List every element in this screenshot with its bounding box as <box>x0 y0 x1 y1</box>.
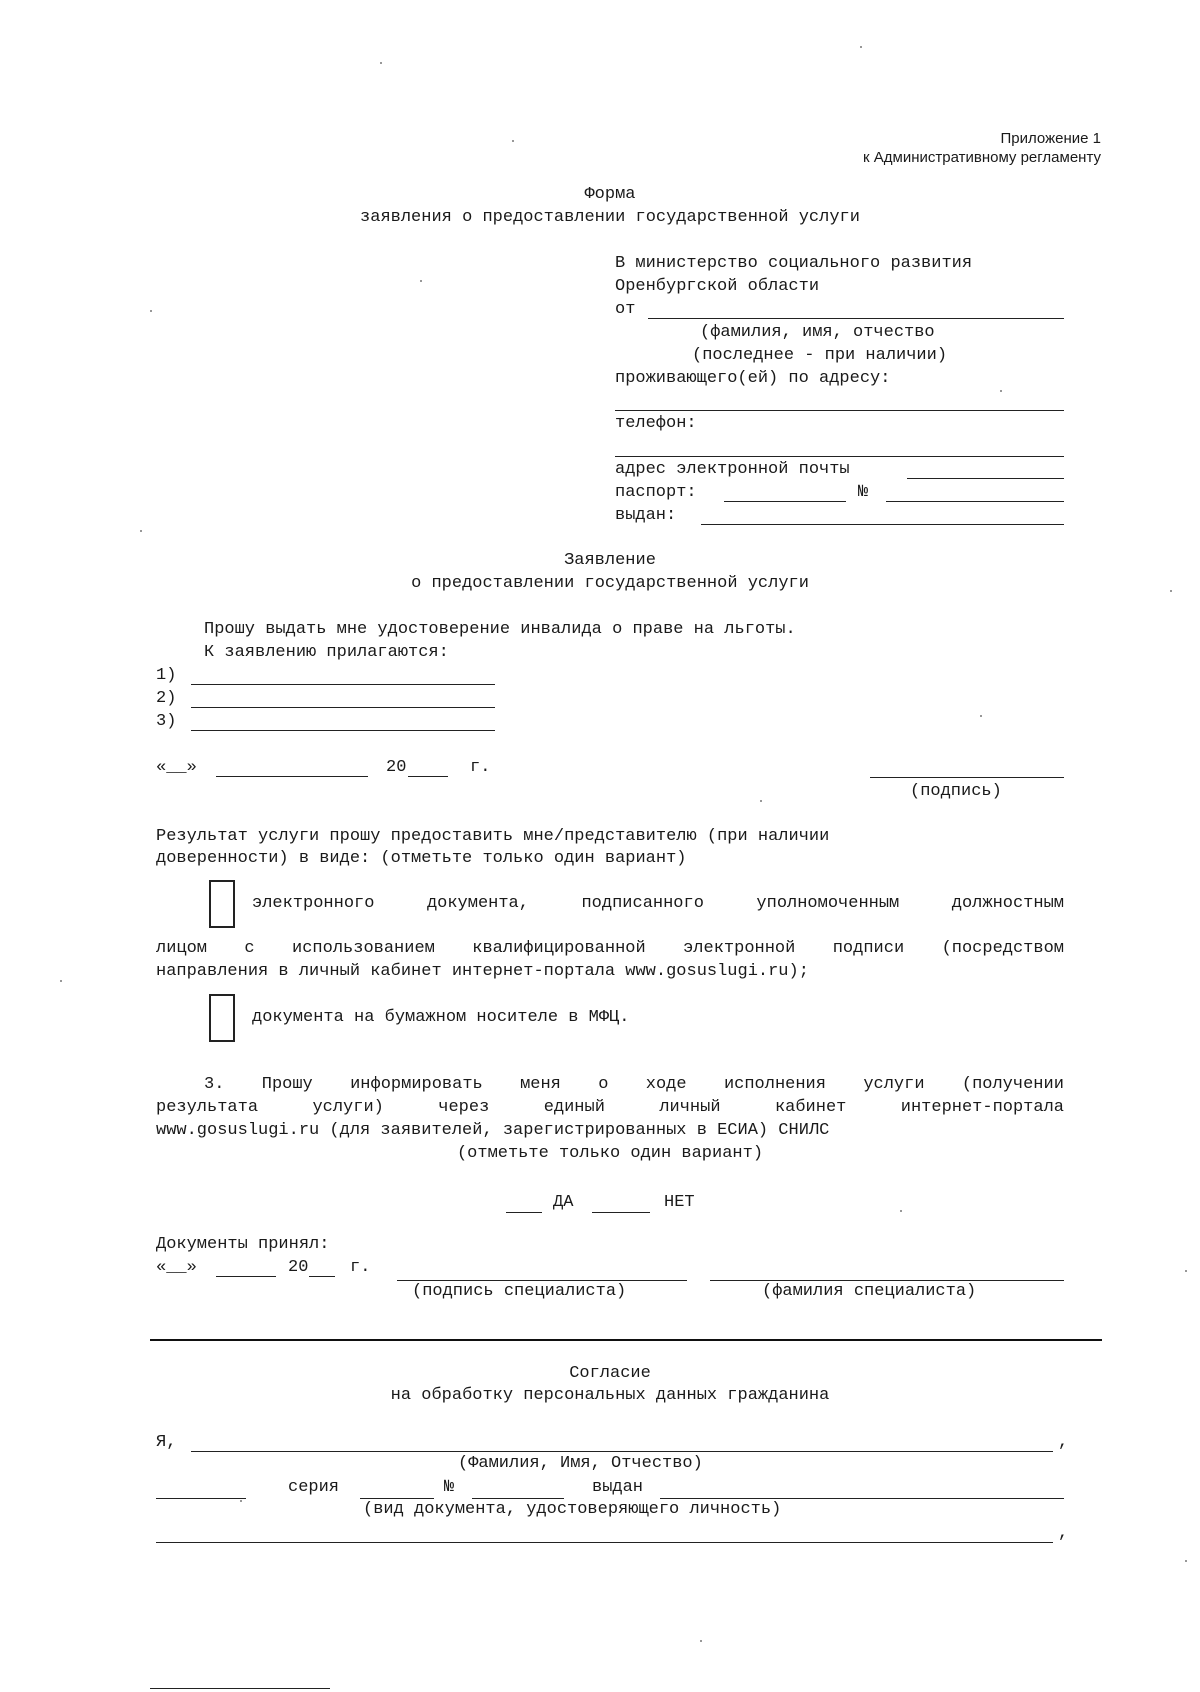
inform-line4: (отметьте только один вариант) <box>456 1144 764 1163</box>
application-subtitle: о предоставлении государственной услуги <box>411 574 809 593</box>
no-label: НЕТ <box>664 1193 695 1212</box>
specialist-surname-hint: (фамилия специалиста) <box>762 1282 977 1301</box>
inform-line3: www.gosuslugi.ru (для заявителей, зарегистрированных в ЕСИА) СНИЛС <box>156 1121 830 1140</box>
passport-series-field[interactable] <box>724 501 846 502</box>
phone-field[interactable] <box>615 456 1064 457</box>
email-label: адрес электронной почты <box>615 460 850 479</box>
accepted-year-prefix: 20 <box>288 1258 309 1277</box>
application-title: Заявление <box>564 551 656 570</box>
word: подписанного <box>581 894 704 913</box>
request-text: Прошу выдать мне удостоверение инвалида о праве на льготы. <box>204 620 796 639</box>
word: документа, <box>426 894 529 913</box>
attachment-1-field[interactable] <box>191 684 495 685</box>
passport-number-sign: № <box>858 483 869 502</box>
specialist-signature-field[interactable] <box>397 1280 687 1281</box>
name-hint-1: (фамилия, имя, отчество <box>700 323 935 342</box>
specialist-signature-hint: (подпись специалиста) <box>412 1282 627 1301</box>
result-line2: доверенности) в виде: (отметьте только один вариант) <box>156 849 687 868</box>
application-date-month-field[interactable] <box>216 776 368 777</box>
word: меня <box>520 1075 561 1094</box>
word: ходе <box>645 1075 687 1094</box>
word: интернет-портала <box>900 1098 1064 1117</box>
attachment-3-label: 3) <box>156 712 177 731</box>
result-line1: Результат услуги прошу предоставить мне/представителю (при наличии <box>156 827 830 846</box>
consent-series-field[interactable] <box>360 1498 434 1499</box>
yes-field[interactable] <box>506 1212 542 1213</box>
addressee-line2: Оренбургской области <box>615 277 820 296</box>
word: кабинет <box>774 1098 847 1117</box>
word: единый <box>543 1098 605 1117</box>
issued-field[interactable] <box>701 524 1064 525</box>
word: уполномоченным <box>756 894 900 913</box>
attachment-2-label: 2) <box>156 689 177 708</box>
word: должностным <box>951 894 1064 913</box>
address-label: проживающего(ей) по адресу: <box>615 369 891 388</box>
accepted-year-suffix: г. <box>350 1258 371 1277</box>
attachment-2-field[interactable] <box>191 707 495 708</box>
word: (получении <box>961 1075 1064 1094</box>
consent-doc-hint: (вид документа, удостоверяющего личность) <box>363 1500 782 1519</box>
addressee-line1: В министерство социального развития <box>615 254 973 273</box>
inform-line2 <box>156 1098 1064 1118</box>
form-title: Форма <box>584 185 636 204</box>
word: электронной <box>683 939 796 958</box>
applicant-signature-field[interactable] <box>870 777 1064 778</box>
attachment-1-label: 1) <box>156 666 177 685</box>
consent-fio-hint: (Фамилия, Имя, Отчество) <box>458 1454 703 1473</box>
passport-number-field[interactable] <box>886 501 1064 502</box>
from-field[interactable] <box>648 318 1064 319</box>
issued-label: выдан: <box>615 506 677 525</box>
accepted-label: Документы принял: <box>156 1235 330 1254</box>
attachment-3-field[interactable] <box>191 730 495 731</box>
application-year-suffix: г. <box>470 758 491 777</box>
from-label: от <box>615 300 636 319</box>
word: услуги) <box>312 1098 384 1117</box>
word: о <box>598 1075 609 1094</box>
passport-label: паспорт: <box>615 483 697 502</box>
attachments-label: К заявлению прилагаются: <box>204 643 449 662</box>
application-year-prefix: 20 <box>386 758 407 777</box>
email-field[interactable] <box>907 478 1064 479</box>
word: (посредством <box>941 939 1064 958</box>
word: лицом <box>156 939 208 958</box>
no-field[interactable] <box>592 1212 650 1213</box>
word: личный <box>659 1098 721 1117</box>
specialist-surname-field[interactable] <box>710 1280 1064 1281</box>
word: 3. <box>204 1075 225 1094</box>
consent-fio-field[interactable] <box>191 1451 1053 1452</box>
option-electronic-text <box>252 894 1064 914</box>
option-paper-text: документа на бумажном носителе в МФЦ. <box>252 1008 630 1027</box>
word: квалифицированной <box>472 939 646 958</box>
word: исполнения <box>723 1075 826 1094</box>
section-divider <box>150 1339 1102 1341</box>
consent-issued-label: выдан <box>592 1478 644 1497</box>
consent-series-label: серия <box>288 1478 340 1497</box>
consent-extra-comma: , <box>1058 1524 1069 1543</box>
consent-fio-comma: , <box>1058 1433 1069 1452</box>
form-subtitle: заявления о предоставлении государственной услуги <box>360 208 860 227</box>
word: использованием <box>292 939 435 958</box>
word: Прошу <box>261 1075 313 1094</box>
name-hint-2: (последнее - при наличии) <box>692 346 948 365</box>
consent-subtitle: на обработку персональных данных гражданина <box>390 1386 830 1405</box>
consent-issued-field[interactable] <box>660 1498 1064 1499</box>
word: результата <box>156 1098 259 1117</box>
phone-label: телефон: <box>615 414 697 433</box>
consent-doc-type-field[interactable] <box>156 1498 246 1499</box>
consent-number-sign: № <box>444 1478 455 1497</box>
consent-i-label: Я, <box>156 1433 177 1452</box>
application-date-day[interactable]: «__» <box>156 758 197 777</box>
accepted-month-field[interactable] <box>216 1276 276 1277</box>
inform-line1 <box>204 1075 1064 1095</box>
word: информировать <box>350 1075 483 1094</box>
consent-title: Согласие <box>569 1364 651 1383</box>
word: услуги <box>863 1075 925 1094</box>
word: подписи <box>832 939 905 958</box>
signature-hint: (подпись) <box>910 782 1002 801</box>
yes-label: ДА <box>553 1193 574 1212</box>
word: электронного <box>252 894 375 913</box>
application-year-field[interactable] <box>408 776 448 777</box>
appendix-line1: Приложение 1 <box>1000 130 1101 147</box>
option-electronic-checkbox[interactable] <box>209 880 235 928</box>
consent-number-field[interactable] <box>472 1498 564 1499</box>
accepted-date-day[interactable]: «__» <box>156 1258 197 1277</box>
consent-extra-field[interactable] <box>156 1542 1053 1543</box>
option-electronic-cont2: направления в личный кабинет интернет-портала www.gosuslugi.ru); <box>156 962 809 981</box>
word: с <box>244 939 255 958</box>
appendix-line2: к Административному регламенту <box>863 149 1101 166</box>
option-electronic-cont1 <box>156 939 1064 959</box>
bottom-edge-line <box>150 1688 330 1689</box>
option-paper-checbox[interactable] <box>209 994 235 1042</box>
word: через <box>438 1098 490 1117</box>
address-field[interactable] <box>615 410 1064 411</box>
accepted-year-field[interactable] <box>309 1276 335 1277</box>
